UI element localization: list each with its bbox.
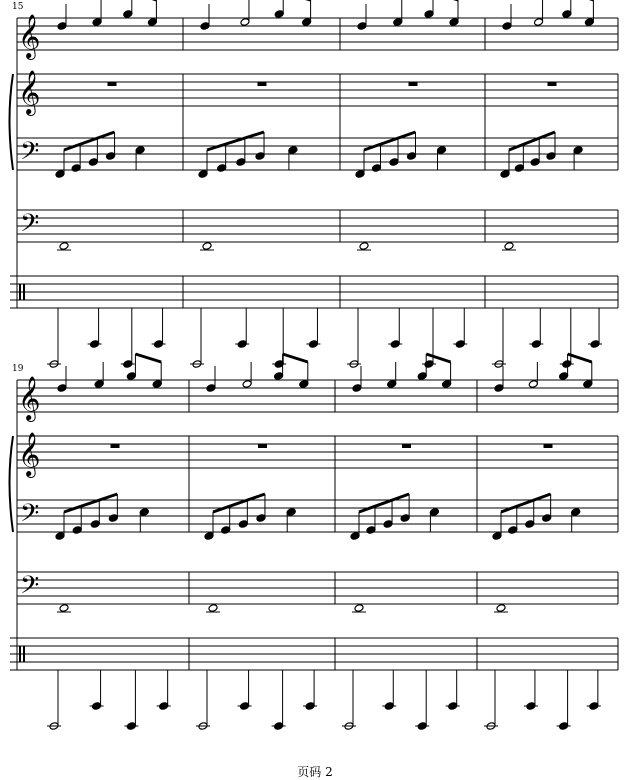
note-beam: [207, 132, 264, 150]
bass-measure: [206, 604, 220, 613]
note-head: [255, 152, 265, 161]
note-beam: [213, 494, 265, 512]
note-head: [72, 526, 82, 535]
note-head: [240, 18, 250, 27]
staff-bass: [17, 572, 618, 604]
note-head: [424, 10, 434, 19]
note-head: [274, 10, 284, 19]
melody-measure: [206, 354, 309, 392]
note-head: [92, 18, 102, 27]
note-head: [147, 18, 157, 27]
note-head: [71, 164, 81, 173]
note-head: [573, 146, 583, 155]
note-beam: [283, 354, 308, 362]
note-head: [407, 152, 417, 161]
staff-melody: [17, 18, 618, 50]
note-head: [366, 526, 376, 535]
note-head: [496, 604, 506, 613]
staff-piano-right: [17, 436, 618, 468]
note-head: [126, 372, 136, 381]
note-head: [106, 152, 116, 161]
whole-rest-icon: [409, 82, 418, 86]
note-head: [449, 18, 459, 27]
note-head: [238, 520, 248, 529]
note-head: [383, 520, 393, 529]
note-beam: [64, 494, 117, 512]
note-head: [393, 18, 403, 27]
piano-left-measure: [204, 494, 296, 540]
note-head: [359, 242, 369, 251]
system-1: [10, 0, 619, 368]
note-head: [350, 532, 360, 541]
note-head: [108, 514, 118, 523]
percussion-measure: [484, 670, 601, 730]
note-beam: [501, 494, 551, 512]
piano-brace: [10, 436, 14, 532]
melody-measure: [57, 354, 162, 392]
note-head: [508, 526, 518, 535]
bass-clef-icon: 𝄢: [20, 499, 40, 534]
piano-left-measure: [198, 132, 298, 178]
note-head: [562, 10, 572, 19]
note-head: [502, 22, 512, 31]
treble-clef-icon: 𝄞: [18, 376, 41, 420]
note-head: [417, 372, 427, 381]
note-head: [288, 146, 298, 155]
system-2: [10, 354, 619, 730]
staff-bass: [17, 210, 618, 242]
treble-clef-icon: 𝄞: [18, 14, 41, 58]
note-head: [57, 384, 67, 393]
staff-melody: [17, 380, 618, 412]
note-head: [534, 18, 544, 27]
note-head: [221, 526, 231, 535]
note-head: [389, 158, 399, 167]
bass-measure: [357, 242, 371, 251]
note-head: [202, 242, 212, 251]
note-head: [200, 22, 210, 31]
note-head: [90, 520, 100, 529]
note-head: [57, 22, 67, 31]
piano-left-measure: [492, 494, 581, 540]
note-head: [286, 508, 296, 517]
note-head: [494, 384, 504, 393]
note-head: [429, 508, 439, 517]
page-footer: 页码 2: [297, 765, 333, 779]
bass-measure: [494, 604, 508, 613]
whole-rest-icon: [258, 444, 267, 448]
measure-number-system-2: 19: [12, 364, 24, 374]
note-head: [400, 514, 410, 523]
melody-measure: [352, 354, 452, 392]
note-head: [387, 380, 397, 389]
percussion-measure: [196, 670, 317, 730]
note-head: [559, 372, 569, 381]
note-head: [198, 170, 208, 179]
bass-measure: [200, 242, 214, 251]
measure-number-system-1: 15: [12, 2, 24, 12]
note-head: [583, 380, 593, 389]
note-head: [242, 380, 252, 389]
note-head: [504, 242, 514, 251]
piano-brace: [10, 74, 14, 170]
bass-clef-icon: 𝄢: [20, 571, 40, 606]
note-head: [208, 604, 218, 613]
bass-measure: [352, 604, 366, 613]
whole-rest-icon: [544, 444, 553, 448]
piano-left-measure: [55, 494, 149, 540]
note-head: [525, 520, 535, 529]
note-head: [302, 18, 312, 27]
note-head: [299, 380, 309, 389]
melody-measure: [494, 354, 593, 392]
note-head: [354, 604, 364, 613]
note-head: [123, 10, 133, 19]
whole-rest-icon: [111, 444, 120, 448]
percussion-measure: [347, 308, 467, 368]
note-head: [217, 164, 227, 173]
note-head: [437, 146, 447, 155]
note-beam: [509, 132, 555, 150]
note-head: [274, 372, 284, 381]
note-head: [94, 380, 104, 389]
staff-percussion: [10, 276, 618, 308]
whole-rest-icon: [258, 82, 267, 86]
piano-left-measure: [355, 132, 446, 178]
staff-piano-right: [17, 74, 618, 106]
note-head: [206, 384, 216, 393]
note-head: [514, 164, 524, 173]
whole-rest-icon: [402, 444, 411, 448]
note-head: [546, 152, 556, 161]
note-beam: [364, 132, 416, 150]
note-head: [542, 514, 552, 523]
whole-rest-icon: [548, 82, 557, 86]
note-head: [152, 380, 162, 389]
note-head: [528, 380, 538, 389]
note-head: [352, 384, 362, 393]
bass-measure: [57, 242, 71, 251]
note-head: [530, 158, 540, 167]
whole-rest-icon: [108, 82, 117, 86]
note-beam: [64, 132, 115, 150]
staff-percussion: [10, 638, 618, 670]
note-head: [372, 164, 382, 173]
note-head: [571, 508, 581, 517]
bass-clef-icon: 𝄢: [20, 137, 40, 172]
bass-measure: [502, 242, 516, 251]
note-head: [584, 18, 594, 27]
treble-clef-icon: 𝄞: [18, 70, 41, 114]
note-head: [492, 532, 502, 541]
note-head: [88, 158, 98, 167]
note-head: [55, 532, 65, 541]
note-head: [355, 170, 365, 179]
percussion-measure: [342, 670, 460, 730]
bass-measure: [57, 604, 71, 613]
note-head: [59, 604, 69, 613]
note-beam: [135, 354, 161, 362]
note-head: [236, 158, 246, 167]
treble-clef-icon: 𝄞: [18, 432, 41, 476]
piano-left-measure: [55, 132, 145, 178]
note-head: [442, 380, 452, 389]
piano-left-measure: [350, 494, 439, 540]
note-head: [204, 532, 214, 541]
note-head: [59, 242, 69, 251]
percussion-measure: [47, 670, 171, 730]
note-head: [256, 514, 266, 523]
note-beam: [359, 494, 409, 512]
note-head: [357, 22, 367, 31]
note-head: [139, 508, 149, 517]
note-head: [55, 170, 65, 179]
note-head: [500, 170, 510, 179]
bass-clef-icon: 𝄢: [20, 209, 40, 244]
note-head: [135, 146, 145, 155]
piano-left-measure: [500, 132, 583, 178]
